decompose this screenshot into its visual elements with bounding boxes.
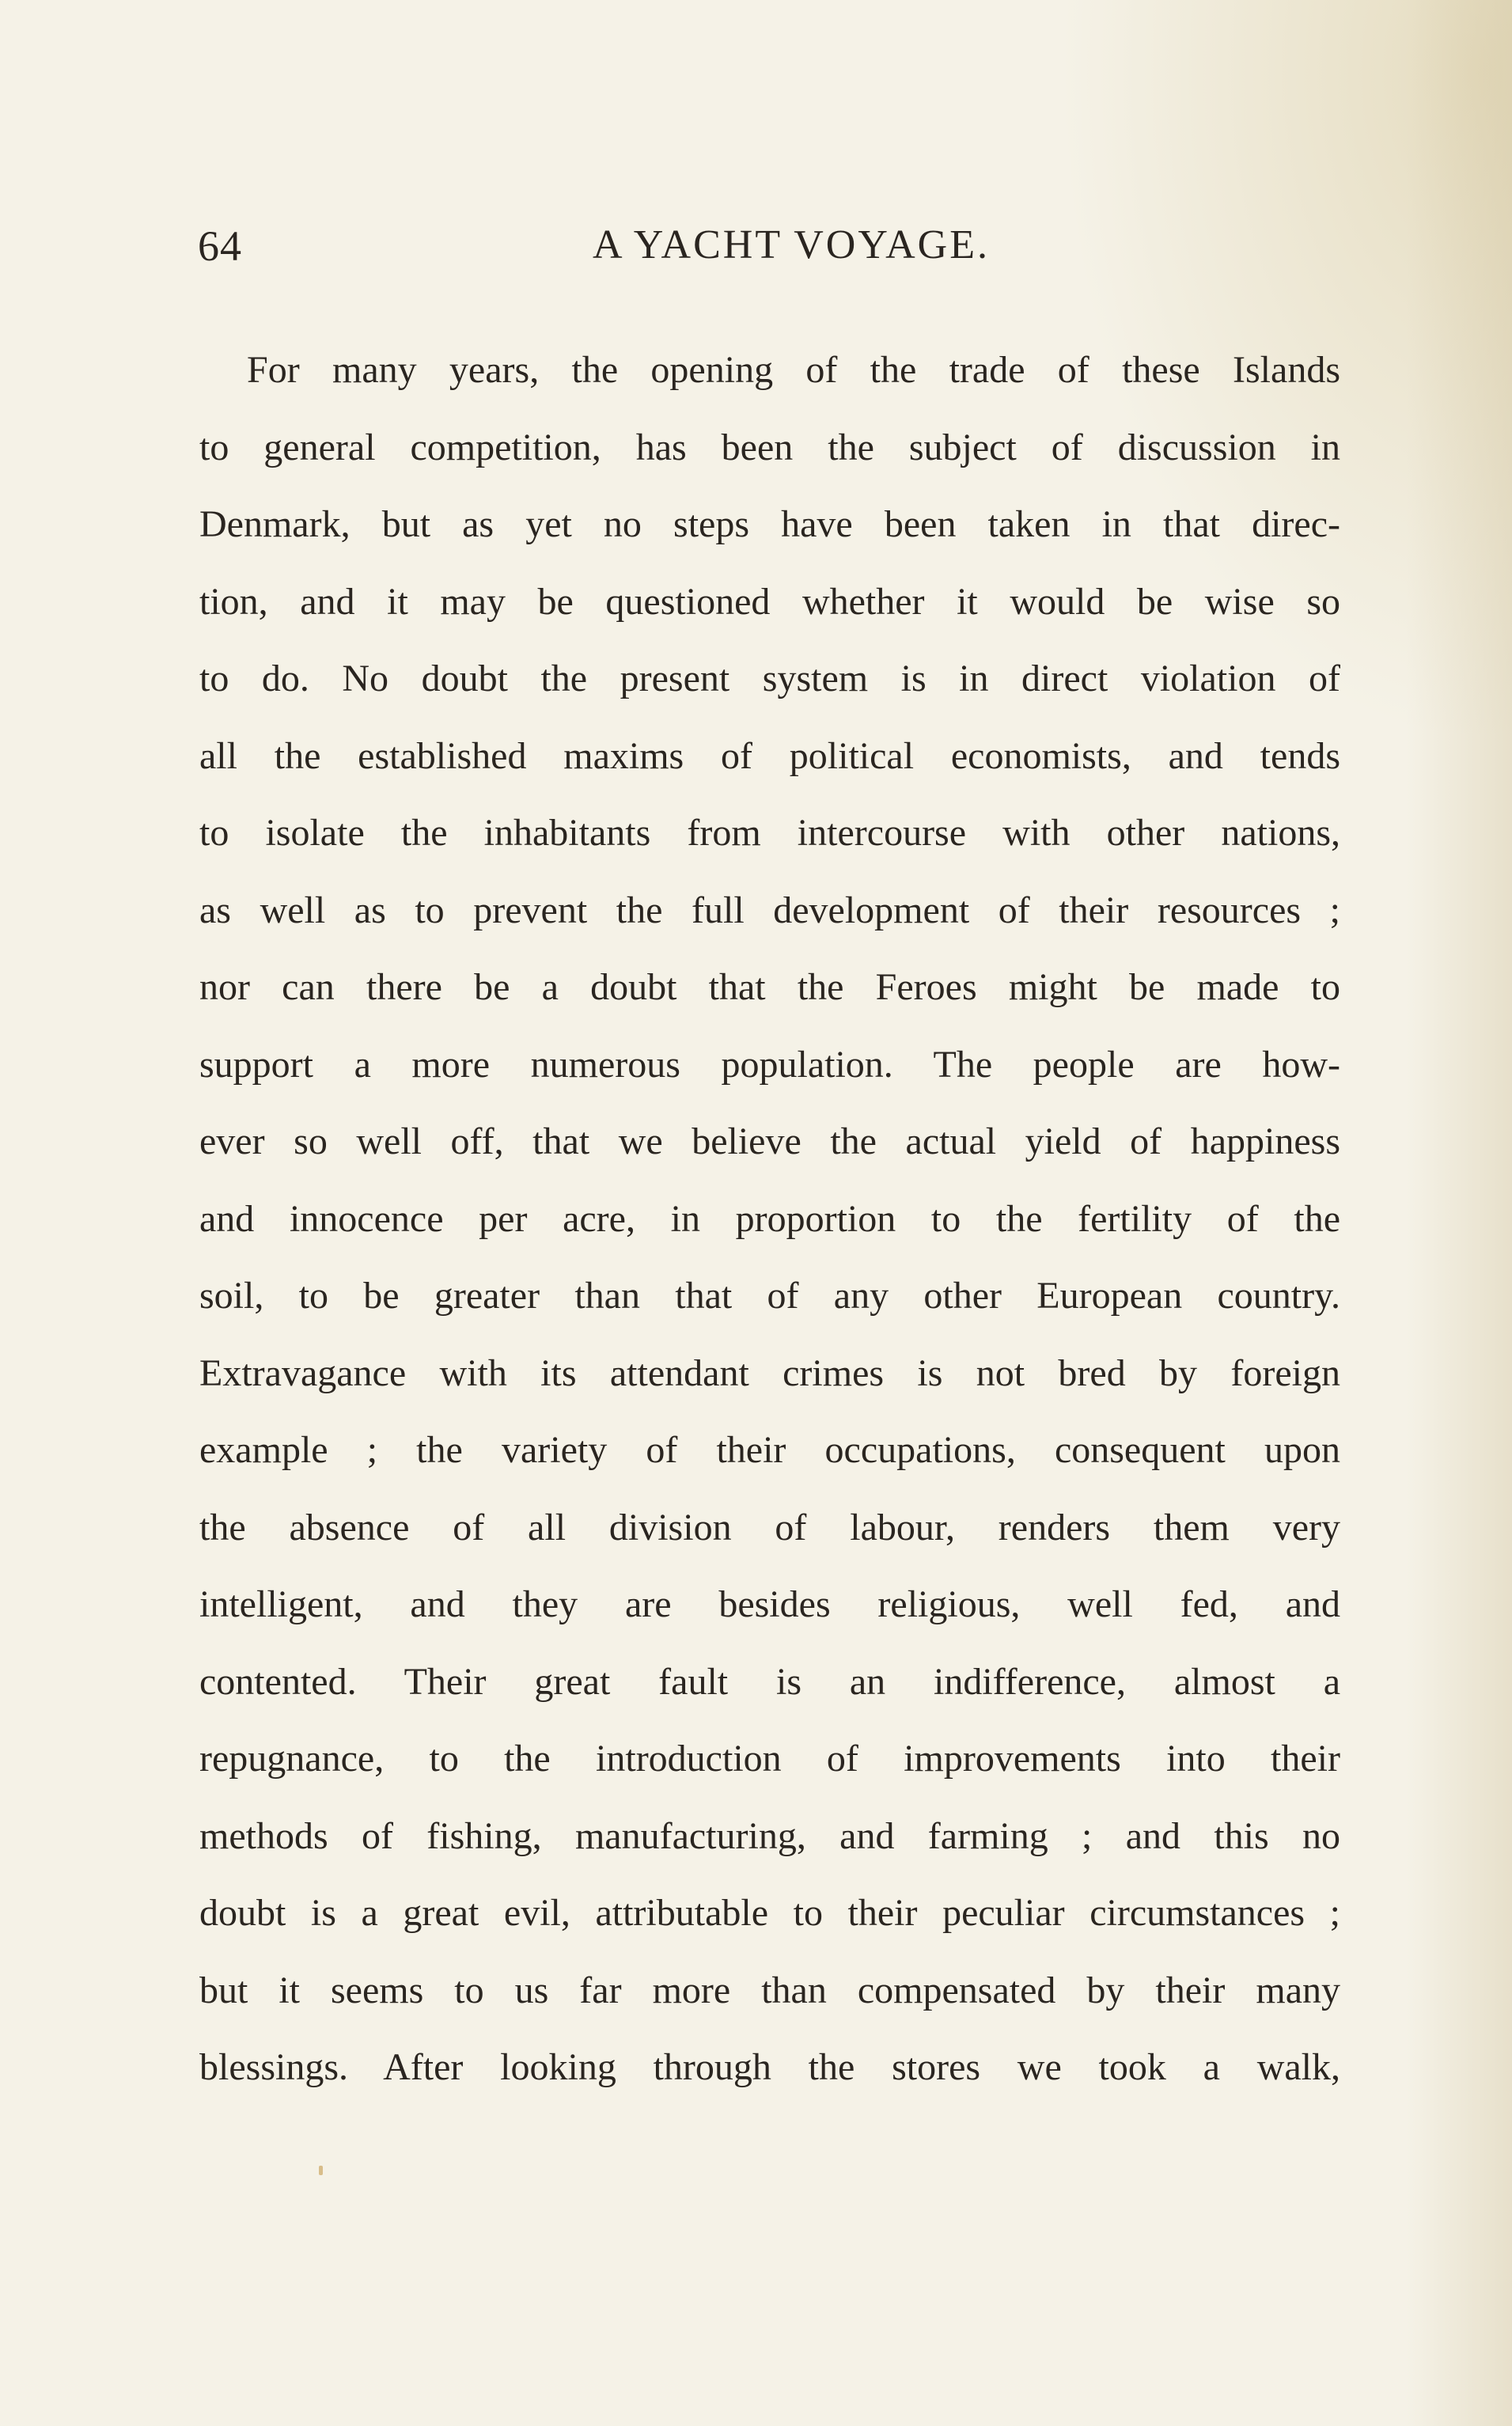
text-line: methods of fishing, manufacturing, and farming ; and this no xyxy=(199,1814,1340,1857)
text-line: example ; the variety of their occupations, consequent upon xyxy=(199,1429,1340,1471)
text-line: but it seems to us far more than compensated by their many xyxy=(199,1969,1340,2011)
text-line: Extravagance with its attendant crimes is not bred by foreign xyxy=(199,1351,1340,1394)
paper-speck xyxy=(319,2166,323,2175)
text-line: For many years, the opening of the trade of these Islands xyxy=(247,349,1340,391)
text-line: ever so well off, that we believe the actual yield of happiness xyxy=(199,1120,1340,1162)
text-line: and innocence per acre, in proportion to the fertility of the xyxy=(199,1197,1340,1240)
text-line: the absence of all division of labour, renders them very xyxy=(199,1506,1340,1548)
text-line: contented. Their great fault is an indifference, almost a xyxy=(199,1660,1340,1703)
running-head xyxy=(198,222,1337,277)
text-line: to general competition, has been the subject of discussion in xyxy=(199,426,1340,468)
page-number: 64 xyxy=(198,222,242,270)
text-line: doubt is a great evil, attributable to their peculiar circumstances ; xyxy=(199,1892,1340,1934)
text-line: tion, and it may be questioned whether it would be wise so xyxy=(199,580,1340,623)
text-line: Denmark, but as yet no steps have been taken in that direc- xyxy=(199,503,1340,545)
text-line: repugnance, to the introduction of improvements into their xyxy=(199,1738,1340,1780)
text-line: support a more numerous population. The people are how- xyxy=(199,1043,1340,1086)
text-line: intelligent, and they are besides religious, well fed, and xyxy=(199,1583,1340,1625)
text-line: as well as to prevent the full development of their resources ; xyxy=(199,889,1340,931)
text-line: to isolate the inhabitants from intercourse with other nations, xyxy=(199,812,1340,854)
text-line: blessings. After looking through the stores we took a walk, xyxy=(199,2046,1340,2088)
text-line: soil, to be greater than that of any other European country. xyxy=(199,1275,1340,1317)
text-line: nor can there be a doubt that the Feroes might be made to xyxy=(199,966,1340,1008)
running-title: A YACHT VOYAGE. xyxy=(593,222,990,267)
text-line: to do. No doubt the present system is in direct violation of xyxy=(199,658,1340,699)
body-text xyxy=(199,332,1340,2106)
text-line: all the established maxims of political economists, and tends xyxy=(199,734,1340,777)
